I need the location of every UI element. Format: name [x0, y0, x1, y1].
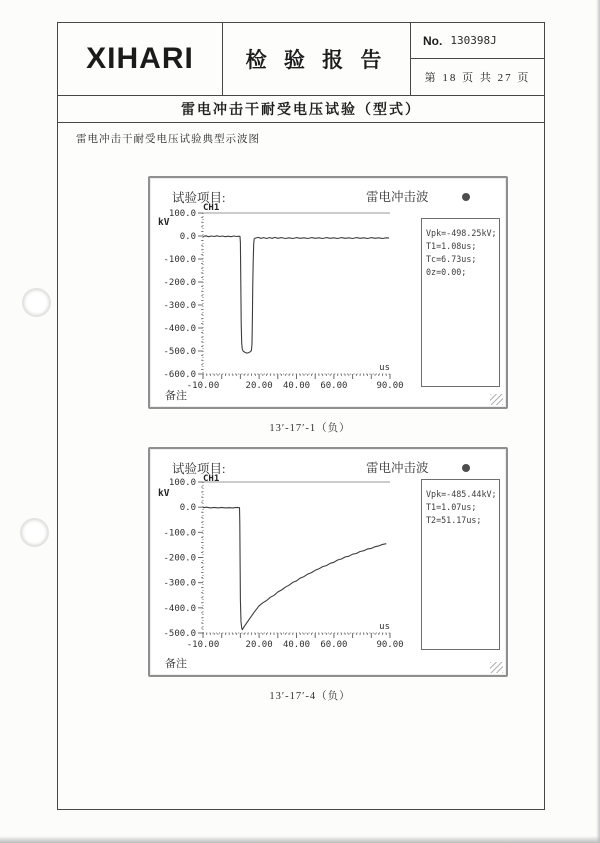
y-tick-label: -400.0: [163, 603, 196, 614]
wave-type-label: 雷电冲击波: [366, 190, 429, 204]
x-unit-label: us: [379, 363, 390, 373]
waveform-trace: [203, 507, 386, 630]
info-line-t1: T1=1.08us;: [426, 241, 477, 251]
report-number-row: [411, 23, 544, 59]
x-tick-label: 20.00: [245, 640, 273, 650]
xihari-logo: XIHARI: [86, 42, 194, 75]
x-tick-label: 90.00: [376, 381, 404, 391]
page-indicator: 第 18 页 共 27 页: [424, 72, 531, 84]
y-tick-label: 100.0: [168, 478, 196, 488]
measurement-info-box: [421, 479, 500, 650]
waveform-trace: [203, 236, 389, 353]
y-tick-label: -100.0: [163, 255, 196, 265]
y-tick-label: -100.0: [163, 528, 196, 539]
y-tick-label: -300.0: [163, 301, 196, 311]
x-tick-label: 60.00: [320, 381, 348, 391]
note-label: 备注: [165, 390, 187, 402]
x-tick-label: 90.00: [376, 640, 404, 650]
info-line-vpk: Vpk=-498.25kV;: [426, 228, 497, 238]
y-unit-label: kV: [158, 488, 170, 499]
info-line-vpk: Vpk=-485.44kV;: [426, 489, 497, 499]
y-tick-label: -400.0: [163, 324, 196, 334]
scan-edge-right: [596, 0, 600, 843]
x-tick-label: 60.00: [320, 640, 348, 650]
x-tick-label: 40.00: [282, 381, 311, 391]
report-no-label: No.: [423, 33, 443, 48]
y-tick-label: 0.0: [179, 503, 196, 514]
info-line-oz: 0z=0.00;: [426, 267, 467, 277]
y-unit-label: kV: [158, 217, 170, 228]
chart-caption-2: 13′-17′-4（负）: [269, 691, 351, 702]
punch-hole-bottom: [20, 518, 49, 547]
oscilloscope-window-2: [148, 447, 508, 677]
section-title: 雷电冲击干耐受电压试验（型式）: [58, 96, 544, 123]
report-title-cell: [223, 23, 411, 95]
report-number-cell: [411, 23, 544, 95]
y-tick-label: 100.0: [168, 209, 196, 219]
x-tick-label: -10.00: [186, 381, 220, 391]
wave-type-label: 雷电冲击波: [366, 461, 429, 475]
report-header: [58, 23, 544, 96]
content-subtitle: 雷电冲击干耐受电压试验典型示波图: [76, 134, 260, 145]
y-tick-label: 0.0: [179, 232, 196, 242]
y-tick-label: -500.0: [163, 629, 196, 639]
info-line-t1: T1=1.07us;: [426, 502, 477, 512]
resize-grip-icon: [490, 662, 503, 673]
chart-caption-1: 13′-17′-1（负）: [269, 423, 351, 434]
y-tick-label: -200.0: [163, 553, 196, 564]
test-item-label: 试验项目:: [172, 462, 226, 476]
channel-label: CH1: [203, 474, 220, 484]
test-item-label: 试验项目:: [172, 191, 226, 205]
punch-hole-top: [22, 288, 51, 317]
x-tick-label: 40.00: [282, 640, 311, 650]
x-unit-label: us: [379, 622, 390, 632]
resize-grip-icon: [490, 394, 503, 405]
y-tick-label: -200.0: [163, 278, 196, 288]
y-tick-label: -300.0: [163, 578, 196, 589]
info-line-tc: Tc=6.73us;: [426, 254, 477, 264]
measurement-info-box: [421, 218, 500, 387]
report-no-value: 130398J: [450, 34, 497, 47]
logo-cell: [58, 23, 223, 95]
scan-edge-bottom: [0, 836, 600, 843]
x-tick-label: 20.00: [245, 381, 273, 391]
y-tick-label: -600.0: [163, 370, 196, 380]
y-tick-label: -500.0: [163, 347, 196, 357]
x-tick-label: -10.00: [186, 640, 220, 650]
note-label: 备注: [165, 658, 187, 670]
info-line-t2: T2=51.17us;: [426, 515, 482, 525]
oscilloscope-window-1: [148, 176, 508, 409]
report-title: 检 验 报 告: [245, 48, 388, 72]
channel-label: CH1: [203, 203, 220, 213]
